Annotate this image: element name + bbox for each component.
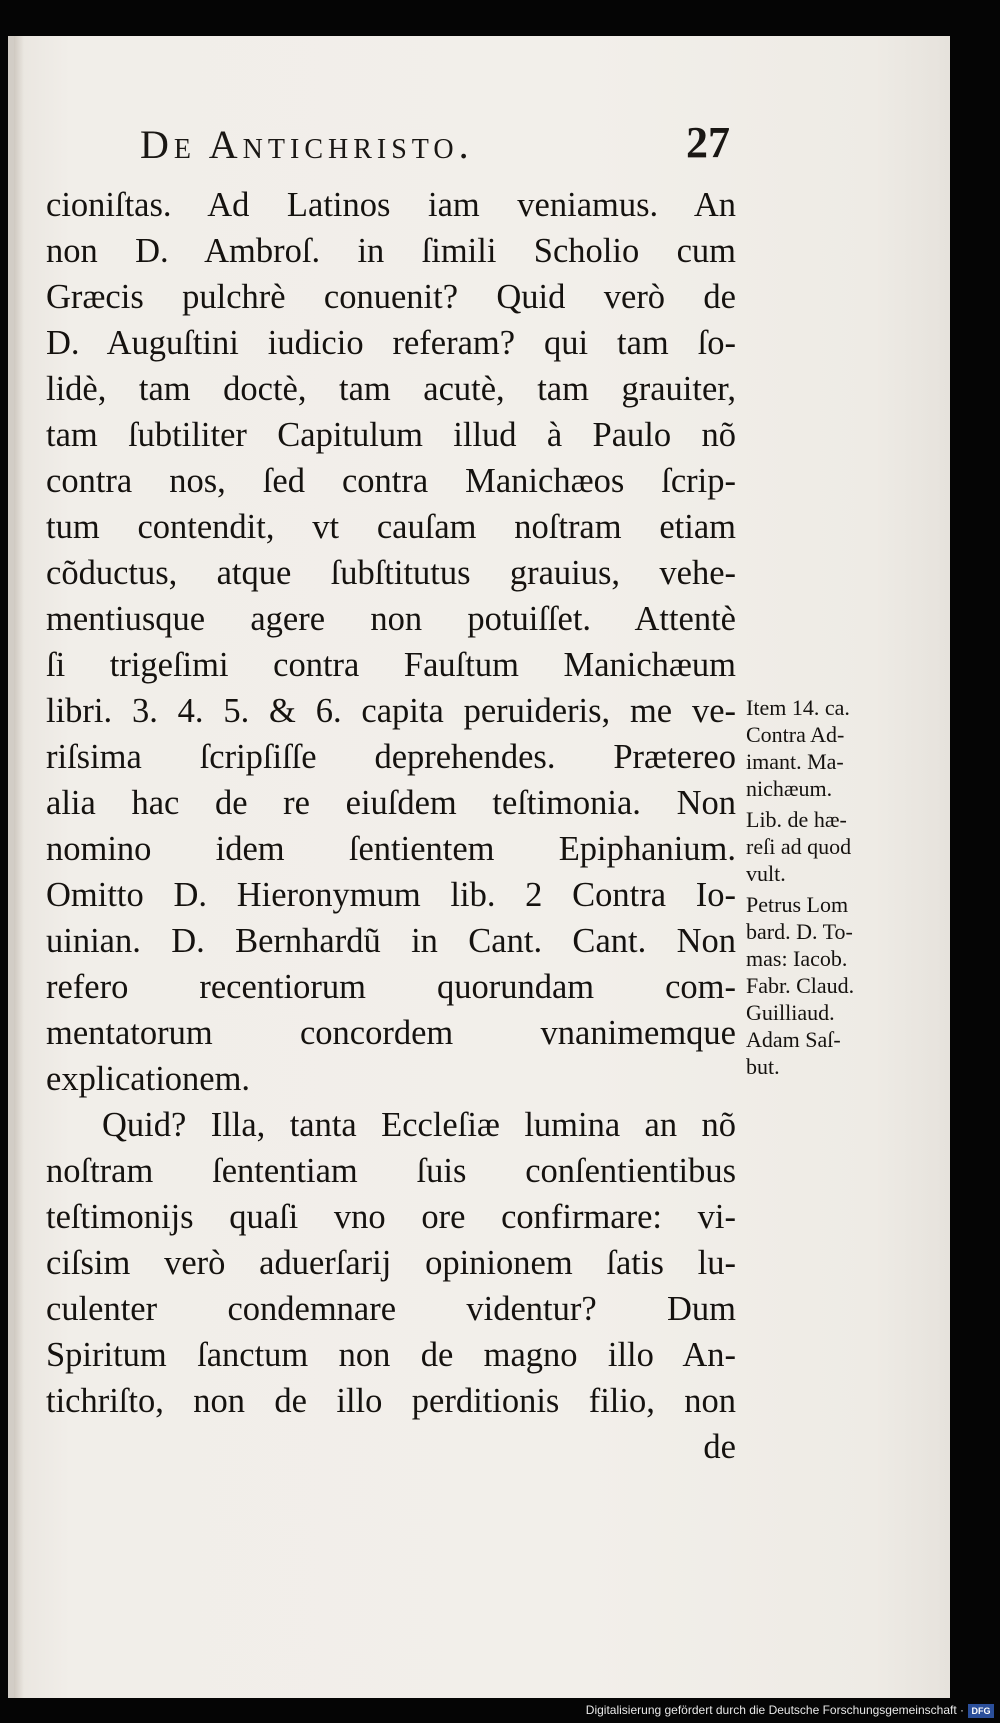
text-line: explicationem. [46, 1060, 251, 1098]
margin-note-line: Adam Saſ- [746, 1027, 841, 1052]
catchword: de [703, 1428, 736, 1466]
text-line: Quid? Illa, tanta Eccleſiæ lumina an nõ [102, 1106, 736, 1144]
margin-note-line: imant. Ma- [746, 749, 844, 774]
margin-note-line: Contra Ad- [746, 722, 845, 747]
margin-note-line: mas: Iacob. [746, 946, 848, 971]
text-line: non D. Ambroſ. in ſimili Scholio cum [46, 232, 736, 270]
text-line: uinian. D. Bernhardũ in Cant. Cant. Non [46, 922, 736, 960]
main-text-block [46, 182, 736, 1470]
text-line: mentiusque agere non potuiſſet. Attentè [46, 600, 736, 638]
margin-note-line: reſi ad quod [746, 834, 852, 859]
text-line: libri. 3. 4. 5. & 6. capita peruideris, me ve- [46, 692, 736, 730]
margin-note [746, 694, 906, 802]
text-line: lidè, tam doctè, tam acutè, tam grauiter, [46, 370, 736, 408]
text-line: D. Auguſtini iudicio referam? qui tam ſo- [46, 324, 736, 362]
text-line: ſi trigeſimi contra Fauſtum Manichæum [46, 646, 736, 684]
margin-note-line: Item 14. ca. [746, 695, 850, 720]
running-head [140, 115, 730, 175]
text-line: Græcis pulchrè conuenit? Quid verò de [46, 278, 736, 316]
margin-note-line: Guilliaud. [746, 1000, 835, 1025]
text-line: tum contendit, vt cauſam noſtram etiam [46, 508, 736, 546]
text-line: culenter condemnare videntur? Dum [46, 1290, 736, 1328]
text-line: ciſsim verò aduerſarij opinionem ſatis lu- [46, 1244, 736, 1282]
margin-note-line: Fabr. Claud. [746, 973, 855, 998]
text-line: riſsima ſcripſiſſe deprehendes. Prætereo [46, 738, 736, 776]
margin-note-line: vult. [746, 861, 786, 886]
margin-note-line: Lib. de hæ- [746, 807, 847, 832]
text-line: mentatorum concordem vnanimemque [46, 1014, 736, 1052]
page-number: 27 [686, 118, 730, 167]
text-line: tichriſto, non de illo perditionis filio, non [46, 1382, 736, 1420]
text-line: noſtram ſententiam ſuis conſentientibus [46, 1152, 736, 1190]
text-line: Omitto D. Hieronymum lib. 2 Contra Io- [46, 876, 736, 914]
running-head-title: De Antichristo. [140, 122, 474, 167]
page-gutter-shadow [14, 36, 24, 1698]
text-line: teſtimonijs quaſi vno ore confirmare: vi- [46, 1198, 736, 1236]
margin-notes [746, 694, 906, 1084]
text-line: refero recentiorum quorundam com- [46, 968, 736, 1006]
margin-note [746, 806, 906, 887]
text-line: cioniſtas. Ad Latinos iam veniamus. An [46, 186, 736, 224]
text-line: Spiritum ſanctum non de magno illo An- [46, 1336, 736, 1374]
margin-note [746, 891, 906, 1080]
margin-note-line: nichæum. [746, 776, 833, 801]
text-line: nomino idem ſentientem Epiphanium. [46, 830, 736, 868]
footer-bar [0, 1700, 1000, 1723]
text-line: contra nos, ſed contra Manichæos ſcrip- [46, 462, 736, 500]
text-line: tam ſubtiliter Capitulum illud à Paulo nõ [46, 416, 736, 454]
text-line: alia hac de re eiuſdem teſtimonia. Non [46, 784, 736, 822]
margin-note-line: bard. D. To- [746, 919, 853, 944]
margin-note-line: but. [746, 1054, 780, 1079]
funding-credit: Digitalisierung gefördert durch die Deutsche Forschungsgemeinschaft · [585, 1703, 964, 1717]
margin-note-line: Petrus Lom [746, 892, 849, 917]
dfg-logo-icon: DFG [968, 1704, 994, 1718]
text-line: cõductus, atque ſubſtitutus grauius, vehe- [46, 554, 736, 592]
